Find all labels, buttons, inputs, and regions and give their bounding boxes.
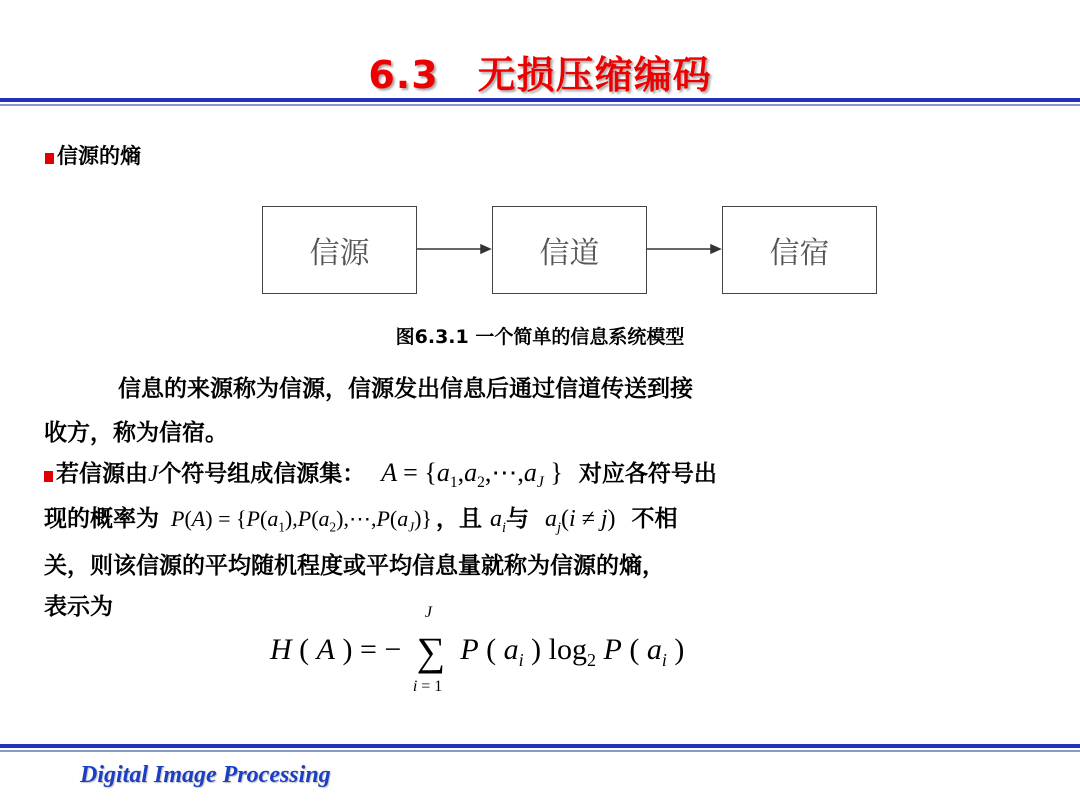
para2-text4: 现的概率为 <box>44 506 159 532</box>
bullet-icon <box>45 153 54 164</box>
top-rule <box>0 98 1080 102</box>
para2-text7: 不相 <box>631 506 678 532</box>
bullet-icon <box>44 471 53 482</box>
section-heading <box>45 140 141 170</box>
para2-text3: 对应各符号出 <box>578 461 717 487</box>
node-channel-label: 信道 <box>539 236 600 271</box>
para1-line2: 收方，称为信宿。 <box>44 420 228 446</box>
para2-line4: 表示为 <box>44 594 113 620</box>
node-channel <box>492 206 647 294</box>
symbol-ai: $a_i$ <box>490 506 506 536</box>
para2-line2 <box>44 500 678 537</box>
para2-line3: 关，则该信源的平均随机程度或平均信息量就称为信源的熵， <box>44 553 665 579</box>
node-source <box>262 206 417 294</box>
node-sink <box>722 206 877 294</box>
arrowhead-source-channel <box>481 245 490 253</box>
node-sink-label: 信宿 <box>769 236 830 271</box>
para2-text6: 与 <box>506 506 529 532</box>
diagram-caption: 图6.3.1 一个简单的信息系统模型 <box>395 326 685 348</box>
para2-line1 <box>44 455 717 492</box>
bottom-rule-thin <box>0 750 1080 752</box>
footer-title: Digital Image Processing <box>80 762 331 788</box>
entropy-formula: H ( A ) = − ∑ J i = 1 P ( $a_i$ ) $\log_2 P$ ( $a_i$ ) <box>270 604 685 695</box>
formula-source-set: $A = \{a_1,a_2,\cdots,a_J$ } <box>381 458 563 492</box>
summation: ∑ J i = 1 <box>412 604 446 695</box>
top-rule-thin <box>0 104 1080 106</box>
formula-probabilities: $P(A) = \{P(a_1),P(a_2),\cdots,P(a_J)\}$ <box>171 506 432 535</box>
bottom-rule <box>0 744 1080 748</box>
section-heading-text: 信源的熵 <box>57 144 141 168</box>
para2-text1: 若信源由 <box>56 461 148 487</box>
para1-line1: 信息的来源称为信源，信源发出信息后通过信道传送到接 <box>118 376 693 402</box>
arrowhead-channel-sink <box>711 245 720 253</box>
slide-title: 6.3 无损压缩编码 <box>368 53 712 97</box>
formula-aj-condition: $a_j(i \ne j)$ <box>545 506 616 536</box>
para2-text5: ，且 <box>435 506 482 532</box>
node-source-label: 信源 <box>309 236 370 271</box>
para2-text2: 个符号组成信源集： <box>158 461 366 487</box>
symbol-J: J <box>148 461 159 486</box>
